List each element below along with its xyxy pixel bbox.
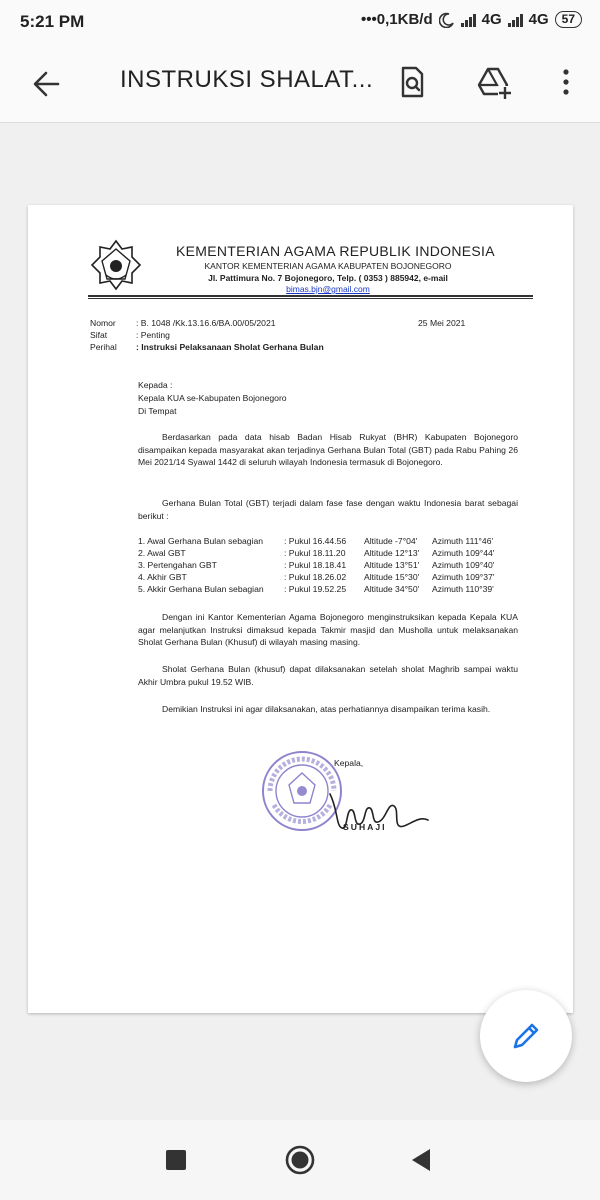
back-arrow-icon[interactable] <box>28 64 68 104</box>
letterhead-divider-thin <box>88 298 533 299</box>
letterhead-email-link[interactable]: bimas.bjn@gmail.com <box>286 284 370 294</box>
more-options-icon[interactable] <box>548 64 584 100</box>
signature-title: Kepala, <box>334 758 364 768</box>
back-triangle-icon[interactable] <box>406 1144 438 1176</box>
paragraph-1: Berdasarkan pada data hisab Badan Hisab Rukyat (BHR) Kabupaten Bojonegoro disampaikan kepada masyarakat akan terjadinya Gerhana Bulan Total (GBT) pada Rabu Pahing 26 Mei 2021/14 Syawal 1442 di seluruh wilayah Indonesia termasuk di Bojonegoro. <box>138 432 518 467</box>
pencil-icon <box>510 1020 542 1052</box>
signal-icon-2 <box>508 13 523 27</box>
phase-name: 2. Awal GBT <box>138 548 186 558</box>
nomor-label: Nomor <box>90 318 116 328</box>
status-indicators <box>361 11 582 28</box>
home-circle-icon[interactable] <box>284 1144 316 1176</box>
phase-altitude: Altitude -7°04' <box>364 536 418 546</box>
network-type-2: 4G <box>528 11 549 28</box>
phase-azimuth: Azimuth 111°46' <box>432 536 494 546</box>
perihal-label: Perihal <box>90 342 117 352</box>
letterhead-address: Jl. Pattimura No. 7 Bojonegoro, Telp. ( 0353 ) 885942, e-mail <box>208 273 448 283</box>
edit-button[interactable] <box>480 990 572 1082</box>
document-title: INSTRUKSI SHALAT... <box>120 66 374 93</box>
letterhead-office: KANTOR KEMENTERIAN AGAMA KABUPATEN BOJONEGORO <box>204 261 452 271</box>
kepada-label: Kepada : <box>138 380 173 390</box>
system-navigation-bar <box>0 1120 600 1200</box>
letterhead-ministry: KEMENTERIAN AGAMA REPUBLIK INDONESIA <box>176 243 495 259</box>
phase-time: : Pukul 18.26.02 <box>284 572 347 582</box>
phase-altitude: Altitude 15°30' <box>364 572 420 582</box>
sifat-value: : Penting <box>136 330 170 340</box>
nomor-value: : B. 1048 /Kk.13.16.6/BA.00/05/2021 <box>136 318 276 328</box>
phase-azimuth: Azimuth 110°39' <box>432 584 494 594</box>
recents-square-icon[interactable] <box>160 1144 192 1176</box>
phase-time: : Pukul 18.18.41 <box>284 560 347 570</box>
phase-azimuth: Azimuth 109°40' <box>432 560 495 570</box>
phase-name: 4. Akhir GBT <box>138 572 187 582</box>
letterhead-divider <box>88 295 533 297</box>
paragraph-5: Demikian Instruksi ini agar dilaksanakan, atas perhatiannya disampaikan terima kasih. <box>162 704 491 714</box>
app-bar <box>0 44 600 123</box>
phase-altitude: Altitude 13°51' <box>364 560 420 570</box>
recipient-place: Di Tempat <box>138 406 177 416</box>
add-to-drive-icon[interactable] <box>476 64 512 100</box>
signal-icon <box>461 13 476 27</box>
phase-time: : Pukul 18.11.20 <box>284 548 346 558</box>
paragraph-2: Gerhana Bulan Total (GBT) terjadi dalam fase fase dengan waktu Indonesia barat sebagai berikut : <box>138 498 518 521</box>
find-in-document-icon[interactable] <box>394 64 430 100</box>
sifat-label: Sifat <box>90 330 108 340</box>
network-type-1: 4G <box>481 11 502 28</box>
phase-altitude: Altitude 34°50' <box>364 584 420 594</box>
phase-time: : Pukul 16.44.56 <box>284 536 347 546</box>
battery-indicator: 57 <box>555 11 582 28</box>
document-viewer[interactable] <box>0 123 600 1120</box>
paragraph-4: Sholat Gerhana Bulan (khusuf) dapat dilaksanakan setelah sholat Maghrib sampai waktu Akhir Umbra pukul 19.52 WIB. <box>138 664 518 687</box>
phase-altitude: Altitude 12°13' <box>364 548 420 558</box>
signer-name: SUHAJI <box>343 822 387 832</box>
document-page <box>28 205 573 1013</box>
phase-azimuth: Azimuth 109°37' <box>432 572 495 582</box>
phase-name: 3. Pertengahan GBT <box>138 560 217 570</box>
recipient: Kepala KUA se-Kabupaten Bojonegoro <box>138 393 287 403</box>
phase-name: 5. Akkir Gerhana Bulan sebagian <box>138 584 264 594</box>
phase-name: 1. Awal Gerhana Bulan sebagian <box>138 536 264 546</box>
network-speed: •••0,1KB/d <box>361 11 433 28</box>
phase-azimuth: Azimuth 109°44' <box>432 548 495 558</box>
phase-time: : Pukul 19.52.25 <box>284 584 347 594</box>
status-time: 5:21 PM <box>20 12 85 31</box>
moon-icon <box>439 12 455 28</box>
letter-date: 25 Mei 2021 <box>418 318 466 328</box>
perihal-value: : Instruksi Pelaksanaan Sholat Gerhana Bulan <box>136 342 324 352</box>
paragraph-3: Dengan ini Kantor Kementerian Agama Bojonegoro menginstruksikan kepada Kepala KUA agar melanjutkan Instruksi dimaksud kepada Takmir masjid dan Musholla untuk melaksanakan Sholat Gerhana Bulan (Khusuf) di wilayah masing masing. <box>138 612 518 647</box>
status-bar <box>0 0 600 44</box>
